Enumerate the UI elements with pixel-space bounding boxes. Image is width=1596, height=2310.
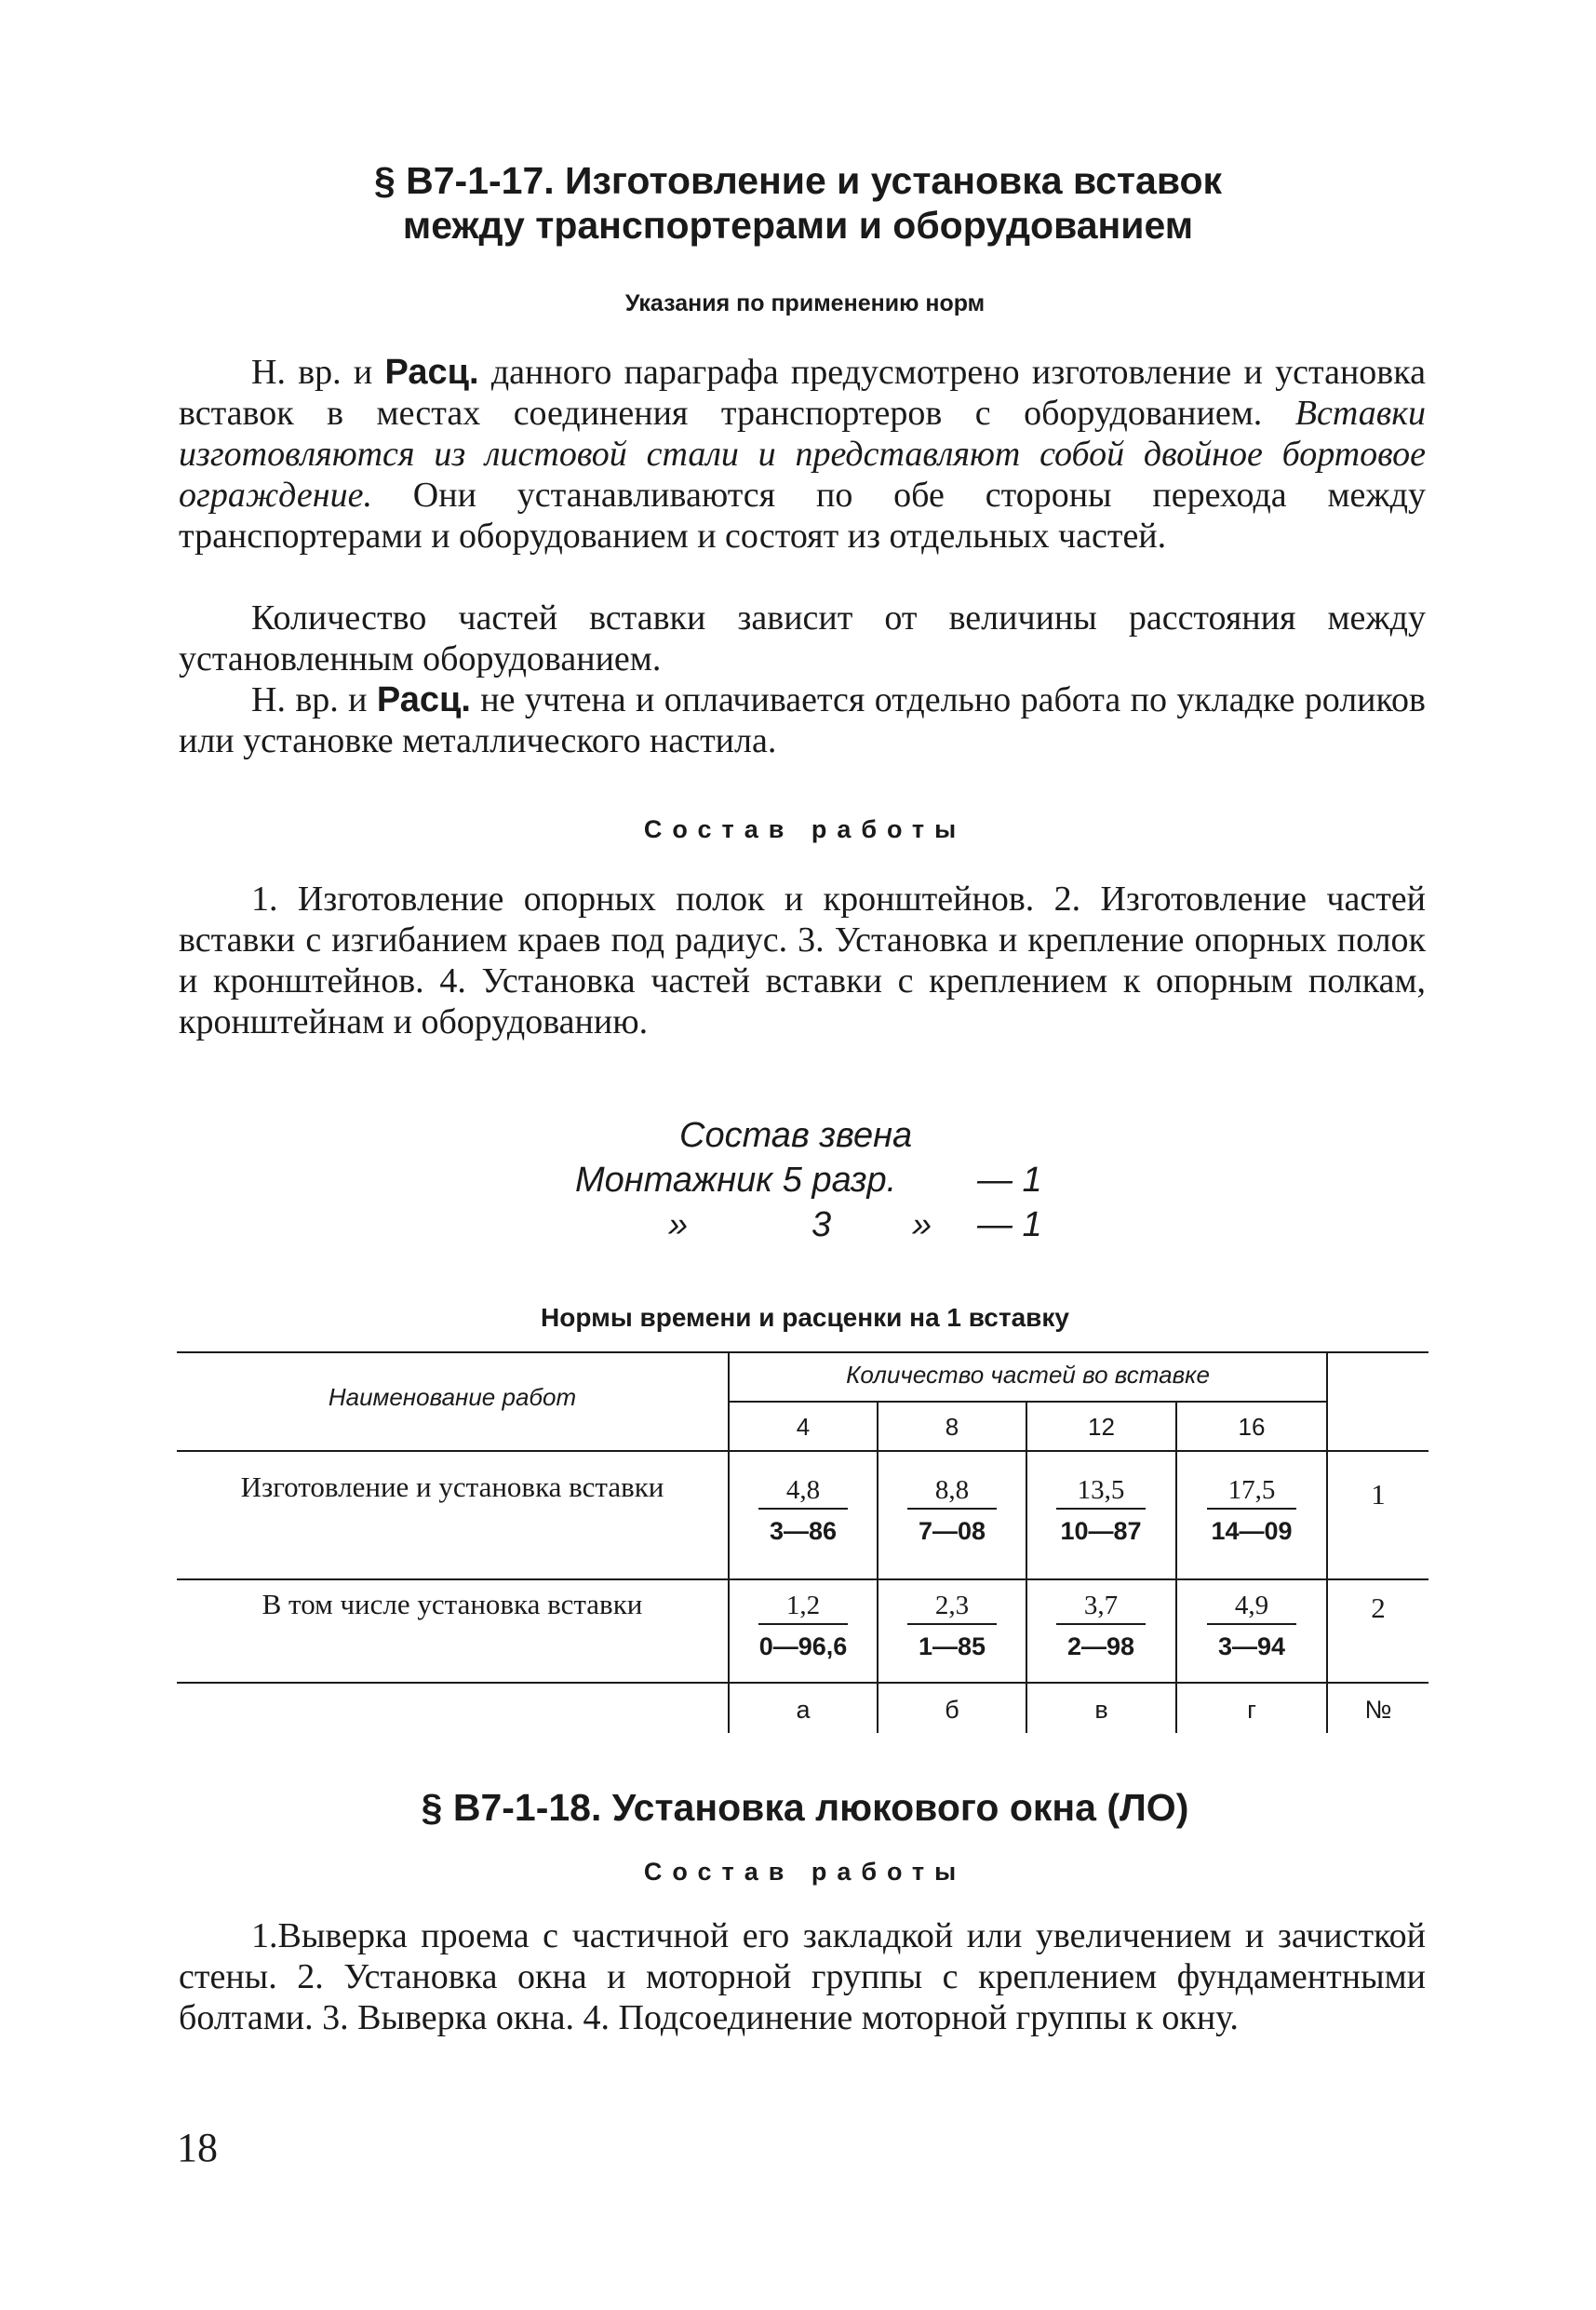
table-header-group: Количество частей во вставке <box>846 1361 1210 1389</box>
guidance-paragraph-2 <box>179 598 1426 679</box>
brigade-row1-count: — 1 <box>977 1161 1042 1200</box>
section-18-work-body: 1.Выверка проема с частичной его закладкой или увеличением и зачисткой стены. 2. Установка окна и моторной группы с креплением фундаментными болтами. 3. Выверка окна. 4. Подсоединение моторной группы к окну. <box>179 1916 1426 2037</box>
table-row1-cell-d <box>1182 1474 1321 1547</box>
table-row2-cell-a <box>733 1590 873 1662</box>
table-row2-cell-c <box>1031 1590 1171 1662</box>
table-row1-name: Изготовление и установка вставки <box>240 1471 664 1503</box>
table-row1-cell-a <box>733 1474 873 1547</box>
section-17-title <box>316 158 1280 248</box>
p1-text-italic: Вставки изготовляются из листовой стали и представляют собой двойное бортовое ограждение. <box>179 394 1426 515</box>
p3-rasc: Расц. <box>376 680 471 719</box>
brigade-row2-grade: 3 <box>811 1205 832 1244</box>
table-footer-b: б <box>945 1696 959 1724</box>
guidance-paragraph-3 <box>179 679 1426 761</box>
guidance-paragraph-1 <box>179 352 1426 557</box>
table-header-name: Наименование работ <box>328 1383 577 1411</box>
norm-value: 8,8 <box>907 1474 997 1510</box>
rate-value: 3—86 <box>769 1517 838 1545</box>
table-row2-name: В том числе установка вставки <box>262 1588 643 1620</box>
brigade-heading: Состав звена <box>679 1116 913 1155</box>
norm-value: 4,8 <box>758 1474 848 1510</box>
brigade-row1-name: Монтажник 5 разр. <box>575 1161 897 1200</box>
p3-text-a: Н. вр. и <box>251 680 377 719</box>
brigade-row2-ditto-name: » <box>668 1205 689 1244</box>
rate-value: 14—09 <box>1211 1517 1293 1545</box>
table-row2-rule <box>177 1682 1428 1684</box>
table-top-rule <box>177 1351 1428 1353</box>
table-header-rule <box>177 1450 1428 1452</box>
rate-value: 2—98 <box>1066 1632 1135 1660</box>
table-col-8: 8 <box>945 1413 959 1441</box>
brigade-list <box>521 1113 1080 1247</box>
rate-value: 1—85 <box>918 1632 986 1660</box>
norm-value: 3,7 <box>1056 1590 1146 1625</box>
table-row1-number: 1 <box>1371 1478 1386 1511</box>
table-footer-c: в <box>1094 1696 1108 1724</box>
p1-text-c: данного параграфа предусмотрено изготовление и установка вставок в местах соединения транспортеров с оборудованием. <box>179 353 1426 433</box>
p1-text-e: Они устанавливаются по обе стороны перехода между транспортерами и оборудованием и состоят из отдельных частей. <box>179 476 1426 556</box>
table-vline-2 <box>877 1401 878 1733</box>
section-18-title: § В7-1-18. Установка люкового окна (ЛО) <box>421 1786 1189 1829</box>
table-col-16: 16 <box>1238 1413 1266 1441</box>
table-title: Нормы времени и расценки на 1 вставку <box>541 1303 1069 1332</box>
brigade-row2-ditto: » <box>912 1205 932 1244</box>
rate-value: 10—87 <box>1060 1517 1142 1545</box>
table-col-4: 4 <box>796 1413 811 1441</box>
table-row1-rule <box>177 1578 1428 1580</box>
work-composition-text <box>179 879 1426 1042</box>
norm-value: 2,3 <box>907 1590 997 1625</box>
rate-value: 7—08 <box>918 1517 986 1545</box>
norm-value: 1,2 <box>758 1590 848 1625</box>
norm-value: 17,5 <box>1207 1474 1296 1510</box>
guidance-heading: Указания по применению норм <box>624 290 986 316</box>
norms-table <box>177 1351 1428 1733</box>
table-row2-cell-b <box>882 1590 1022 1662</box>
table-row1-cell-c <box>1031 1474 1171 1547</box>
work-composition-body: 1. Изготовление опорных полок и кронштейнов. 2. Изготовление частей вставки с изгибанием краев под радиус. 3. Установка и крепление опорных полок и кронштейнов. 4. Установка частей вставки с креплением к опорным полкам, кронштейнам и оборудованию. <box>179 880 1426 1041</box>
table-footer-d: г <box>1247 1696 1256 1724</box>
table-vline-4 <box>1175 1401 1177 1733</box>
brigade-row2-count: — 1 <box>977 1205 1042 1244</box>
p1-text-a: Н. вр. и <box>251 353 385 392</box>
section-18-work-text <box>179 1915 1426 2038</box>
norm-value: 4,9 <box>1207 1590 1296 1625</box>
section-17-title-line2: между транспортерами и оборудованием <box>402 204 1194 247</box>
work-composition-heading: Состав работы <box>643 815 967 843</box>
page-number: 18 <box>177 2125 218 2170</box>
table-row2-cell-d <box>1182 1590 1321 1662</box>
table-vline-1 <box>728 1351 730 1733</box>
table-vline-3 <box>1026 1401 1027 1733</box>
table-col-12: 12 <box>1088 1413 1115 1441</box>
table-row2-number: 2 <box>1371 1591 1386 1624</box>
norm-value: 13,5 <box>1056 1474 1146 1510</box>
p1-rasc: Расц. <box>384 353 479 392</box>
rate-value: 0—96,6 <box>758 1632 848 1660</box>
rate-value: 3—94 <box>1217 1632 1286 1660</box>
section-18-work-heading: Состав работы <box>643 1858 967 1886</box>
section-17-title-line1: § В7-1-17. Изготовление и установка вставок <box>373 159 1223 202</box>
table-row1-cell-b <box>882 1474 1022 1547</box>
p3-text-c: не учтена и оплачивается отдельно работа по укладке роликов или установке металлического настила. <box>179 680 1426 760</box>
table-vline-5 <box>1326 1351 1328 1733</box>
p2-text: Количество частей вставки зависит от величины расстояния между установленным оборудованием. <box>179 598 1426 678</box>
table-footer-a: а <box>796 1696 811 1724</box>
table-footer-num: № <box>1364 1696 1392 1724</box>
